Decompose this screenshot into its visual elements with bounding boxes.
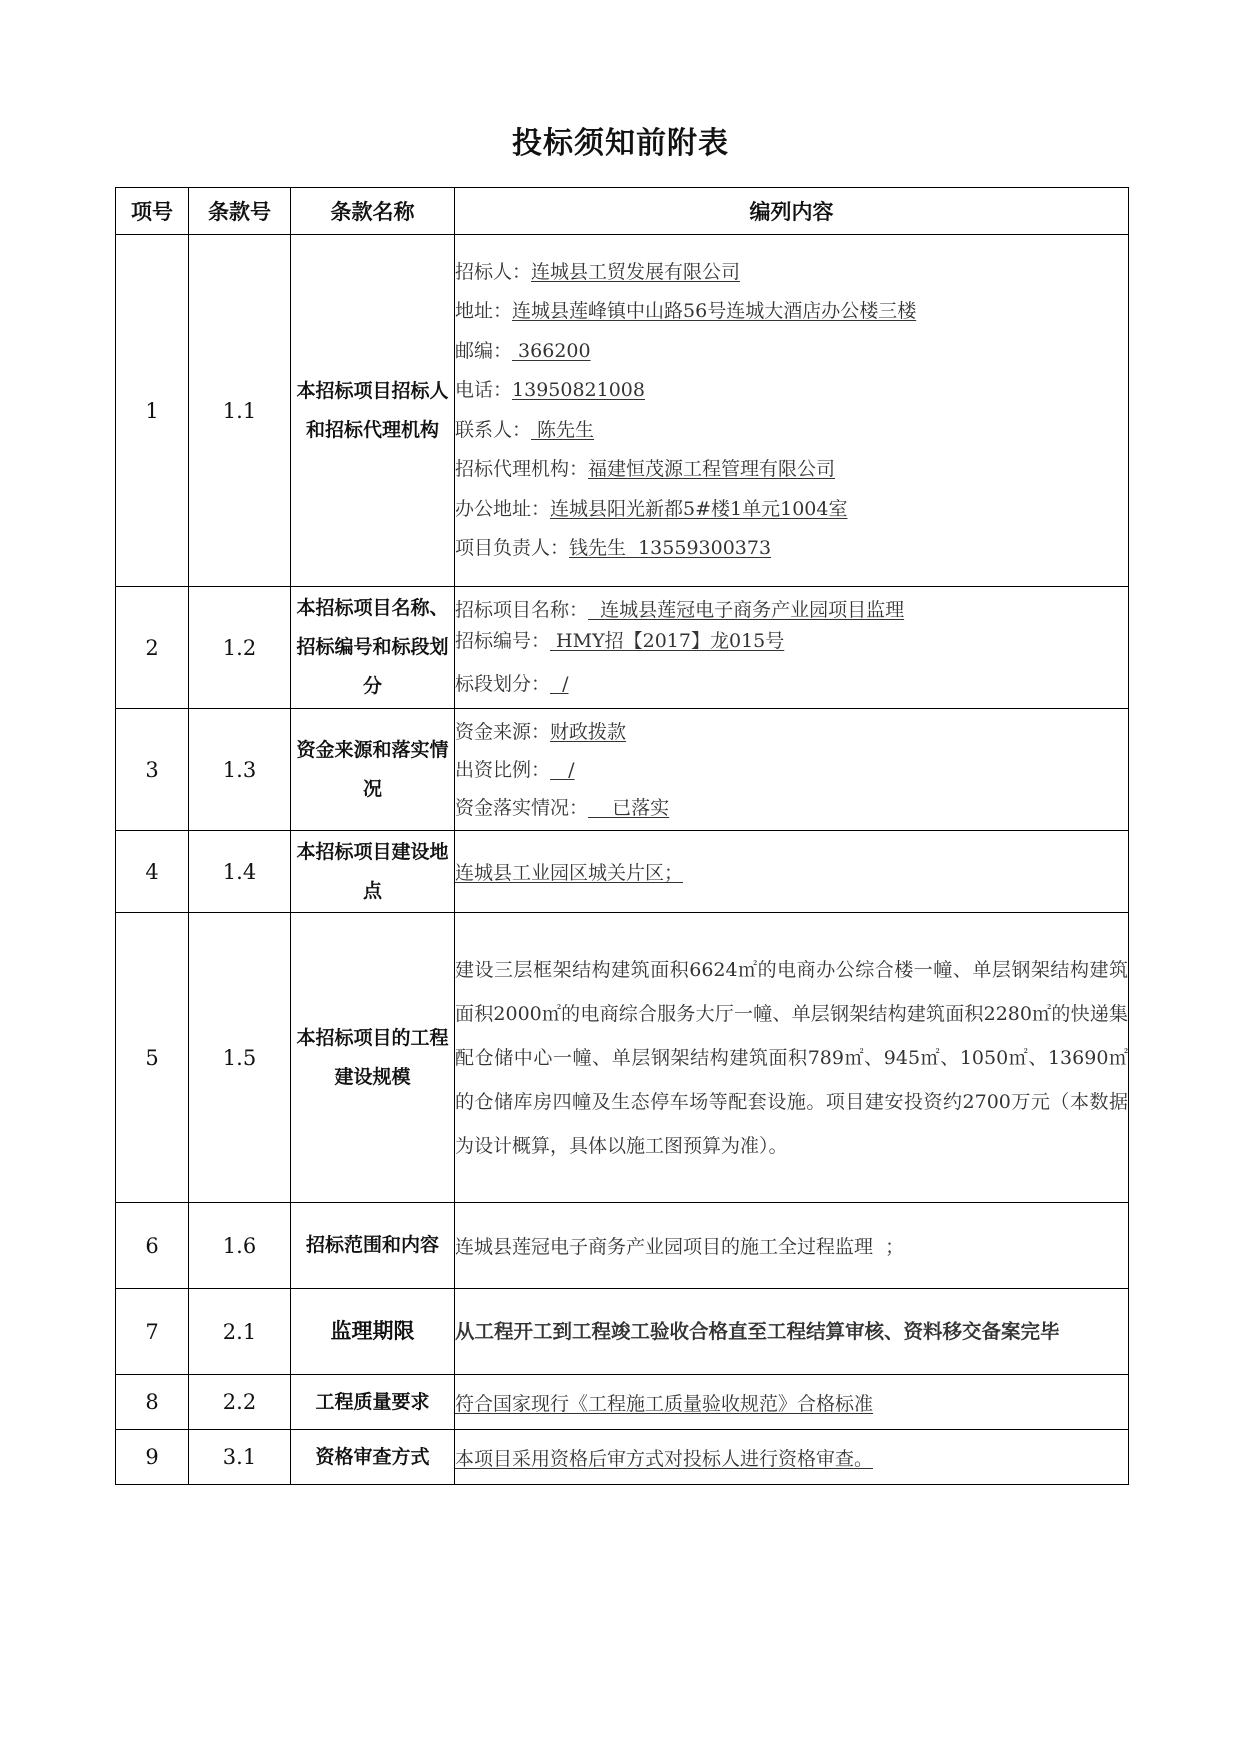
- row-name: 本招标项目招标人和招标代理机构: [291, 235, 455, 587]
- content-line: 招标编号： HMY招【2017】龙015号: [455, 630, 785, 652]
- content-line: 办公地址：连城县阳光新都5#楼1单元1004室: [455, 497, 848, 520]
- row-name: 本招标项目的工程建设规模: [291, 913, 455, 1203]
- row-num: 6: [116, 1203, 189, 1289]
- row-content: [455, 587, 1129, 709]
- table-row: [116, 1289, 1129, 1375]
- table-row: [116, 1430, 1129, 1485]
- row-name: 监理期限: [291, 1289, 455, 1375]
- row-name: 招标范围和内容: [291, 1203, 455, 1289]
- row-clause: 1.3: [189, 709, 291, 831]
- row-num: 4: [116, 831, 189, 913]
- row-num: 8: [116, 1375, 189, 1430]
- row-clause: 2.1: [189, 1289, 291, 1375]
- row-content: [455, 831, 1129, 913]
- table-row: [116, 235, 1129, 587]
- row-num: 3: [116, 709, 189, 831]
- row-content: 本项目采用资格后审方式对投标人进行资格审查。: [455, 1430, 1129, 1485]
- row-name: 本招标项目建设地点: [291, 831, 455, 913]
- row-clause: 1.4: [189, 831, 291, 913]
- table-row: [116, 709, 1129, 831]
- table-header-row: [116, 188, 1129, 235]
- row-name: 工程质量要求: [291, 1375, 455, 1430]
- content-line: 出资比例： /: [455, 758, 575, 781]
- row-num: 7: [116, 1289, 189, 1375]
- row-num: 2: [116, 587, 189, 709]
- row-clause: 1.2: [189, 587, 291, 709]
- row-content: 从工程开工到工程竣工验收合格直至工程结算审核、资料移交备案完毕: [455, 1289, 1129, 1375]
- content-line: 标段划分： /: [455, 673, 569, 695]
- content-line: 招标项目名称： 连城县莲冠电子商务产业园项目监理: [455, 599, 905, 621]
- header-item-no: 项号: [116, 188, 189, 235]
- row-clause: 1.6: [189, 1203, 291, 1289]
- row-num: 1: [116, 235, 189, 587]
- content-line: 邮编： 366200: [455, 339, 591, 362]
- row-num: 5: [116, 913, 189, 1203]
- row-content: [455, 709, 1129, 831]
- row-name: 资格审查方式: [291, 1430, 455, 1485]
- table-row: [116, 913, 1129, 1203]
- header-clause-no: 条款号: [189, 188, 291, 235]
- row-clause: 2.2: [189, 1375, 291, 1430]
- content-line: 连城县工业园区城关片区；: [455, 862, 684, 884]
- table-row: [116, 831, 1129, 913]
- table-row: [116, 587, 1129, 709]
- content-line: 地址：连城县莲峰镇中山路56号连城大酒店办公楼三楼: [455, 300, 917, 322]
- row-clause: 1.1: [189, 235, 291, 587]
- row-content: 连城县莲冠电子商务产业园项目的施工全过程监理 ；: [455, 1203, 1129, 1289]
- row-num: 9: [116, 1430, 189, 1485]
- content-line: 联系人： 陈先生: [455, 418, 595, 441]
- row-name: 资金来源和落实情况: [291, 709, 455, 831]
- content-line: 资金来源：财政拨款: [455, 720, 627, 743]
- row-clause: 1.5: [189, 913, 291, 1203]
- row-content: [455, 235, 1129, 587]
- content-line: 项目负责人：钱先生 13559300373: [455, 537, 772, 559]
- content-line: 电话：13950821008: [455, 379, 645, 401]
- content-line: 资金落实情况： 已落实: [455, 796, 670, 819]
- row-content: 建设三层框架结构建筑面积6624㎡的电商办公综合楼一幢、单层钢架结构建筑面积2000㎡的电商综合服务大厅一幢、单层钢架结构建筑面积2280㎡的快递集配仓储中心一幢、单层钢架结构建筑面积789㎡、945㎡、1050㎡、13690㎡的仓储库房四幢及生态停车场等配套设施。项目建安投资约2700万元（本数据为设计概算，具体以施工图预算为准）。: [455, 913, 1129, 1203]
- row-clause: 3.1: [189, 1430, 291, 1485]
- header-content: 编列内容: [455, 188, 1129, 235]
- bid-notice-table: [115, 187, 1129, 1485]
- header-clause-name: 条款名称: [291, 188, 455, 235]
- table-row: [116, 1203, 1129, 1289]
- content-line: 招标代理机构：福建恒茂源工程管理有限公司: [455, 458, 836, 480]
- table-row: [116, 1375, 1129, 1430]
- row-content: 符合国家现行《工程施工质量验收规范》合格标准: [455, 1375, 1129, 1430]
- page-title: 投标须知前附表: [512, 126, 729, 161]
- content-line: 招标人：连城县工贸发展有限公司: [455, 260, 741, 283]
- row-name: 本招标项目名称、招标编号和标段划分: [291, 587, 455, 709]
